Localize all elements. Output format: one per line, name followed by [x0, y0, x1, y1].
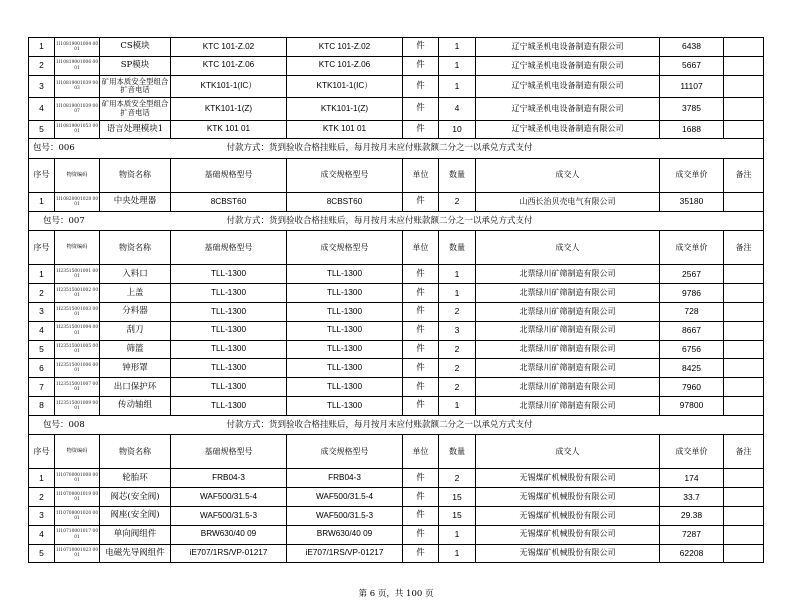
cell-vendor: 北票绿川矿筛制造有限公司 — [476, 265, 660, 284]
cell-qty: 2 — [439, 359, 476, 378]
cell-price: 33.7 — [660, 488, 724, 507]
cell-name: 阀座(安全阀) — [100, 506, 171, 525]
cell-remark — [724, 265, 764, 284]
cell-remark — [724, 469, 764, 488]
cell-deal-spec: TLL-1300 — [287, 284, 403, 303]
header-base-spec: 基础规格型号 — [171, 231, 287, 265]
cell-base-spec: iE707/1RS/VP-01217 — [171, 544, 287, 563]
cell-vendor: 无锡煤矿机械股份有限公司 — [476, 525, 660, 544]
cell-deal-spec: FRB04-3 — [287, 469, 403, 488]
header-price: 成交单价 — [660, 231, 724, 265]
header-name: 物资名称 — [100, 435, 171, 469]
cell-code: 1I23515001001 0001 — [55, 265, 100, 284]
table-row — [29, 120, 764, 139]
cell-base-spec: WAF500/31.5-3 — [171, 506, 287, 525]
cell-deal-spec: TLL-1300 — [287, 359, 403, 378]
header-code: 物资编码 — [55, 231, 100, 265]
cell-code: 1I10819001006 0001 — [55, 56, 100, 75]
cell-deal-spec: TLL-1300 — [287, 396, 403, 415]
cell-seq: 3 — [29, 302, 55, 321]
cell-vendor: 北票绿川矿筛制造有限公司 — [476, 302, 660, 321]
cell-code: 1I23515001006 0001 — [55, 359, 100, 378]
table-row — [29, 302, 764, 321]
cell-unit: 件 — [403, 302, 439, 321]
package-row — [29, 415, 764, 435]
cell-code: 1I10820001028 0001 — [55, 192, 100, 211]
cell-name: 矿用本质安全型组合扩音电话 — [100, 98, 171, 121]
cell-remark — [724, 378, 764, 397]
cell-name: 出口保护环 — [100, 378, 171, 397]
table-row — [29, 56, 764, 75]
cell-base-spec: FRB04-3 — [171, 469, 287, 488]
header-seq: 序号 — [29, 231, 55, 265]
cell-qty: 1 — [439, 396, 476, 415]
cell-seq: 1 — [29, 38, 55, 57]
cell-qty: 2 — [439, 378, 476, 397]
payment-terms: 付款方式：货到验收合格挂账后，每月按月末应付账款额二分之一以承兑方式支付 — [100, 211, 764, 231]
cell-base-spec: BRW630/40 09 — [171, 525, 287, 544]
cell-name: 刮刀 — [100, 321, 171, 340]
cell-base-spec: TLL-1300 — [171, 302, 287, 321]
header-vendor: 成交人 — [476, 231, 660, 265]
cell-qty: 2 — [439, 469, 476, 488]
cell-vendor: 北票绿川矿筛制造有限公司 — [476, 378, 660, 397]
procurement-sheet — [28, 37, 764, 563]
cell-base-spec: TLL-1300 — [171, 378, 287, 397]
cell-price: 728 — [660, 302, 724, 321]
cell-remark — [724, 321, 764, 340]
cell-code: 1I23515001004 0001 — [55, 321, 100, 340]
cell-vendor: 北票绿川矿筛制造有限公司 — [476, 359, 660, 378]
cell-vendor: 无锡煤矿机械股份有限公司 — [476, 469, 660, 488]
cell-code: 1I10700001008 0001 — [55, 469, 100, 488]
cell-qty: 1 — [439, 56, 476, 75]
cell-vendor: 北票绿川矿筛制造有限公司 — [476, 284, 660, 303]
cell-seq: 3 — [29, 506, 55, 525]
cell-name: 中央处理器 — [100, 192, 171, 211]
cell-vendor: 无锡煤矿机械股份有限公司 — [476, 544, 660, 563]
cell-qty: 1 — [439, 38, 476, 57]
cell-price: 5667 — [660, 56, 724, 75]
header-qty: 数量 — [439, 435, 476, 469]
cell-price: 174 — [660, 469, 724, 488]
cell-remark — [724, 302, 764, 321]
table-row — [29, 396, 764, 415]
header-row — [29, 231, 764, 265]
cell-name: 阀芯(安全阀) — [100, 488, 171, 507]
cell-code: 1I23515001005 0001 — [55, 340, 100, 359]
cell-seq: 4 — [29, 98, 55, 121]
cell-name: 上盖 — [100, 284, 171, 303]
cell-price: 7960 — [660, 378, 724, 397]
cell-price: 6756 — [660, 340, 724, 359]
cell-qty: 2 — [439, 340, 476, 359]
cell-unit: 件 — [403, 192, 439, 211]
cell-deal-spec: WAF500/31.5-3 — [287, 506, 403, 525]
header-vendor: 成交人 — [476, 158, 660, 192]
award-table — [28, 37, 764, 563]
cell-remark — [724, 525, 764, 544]
cell-deal-spec: TLL-1300 — [287, 340, 403, 359]
cell-code: 1I10710001023 0001 — [55, 544, 100, 563]
cell-unit: 件 — [403, 506, 439, 525]
table-row — [29, 265, 764, 284]
cell-base-spec: 8CBST60 — [171, 192, 287, 211]
cell-seq: 2 — [29, 488, 55, 507]
cell-base-spec: KTK101-1(IC） — [171, 75, 287, 98]
cell-qty: 1 — [439, 525, 476, 544]
cell-name: 单向阀组件 — [100, 525, 171, 544]
cell-base-spec: TLL-1300 — [171, 340, 287, 359]
header-price: 成交单价 — [660, 158, 724, 192]
cell-qty: 10 — [439, 120, 476, 139]
cell-code: 1I10708001019 0001 — [55, 488, 100, 507]
cell-deal-spec: TLL-1300 — [287, 302, 403, 321]
cell-code: 1I10819001053 0001 — [55, 120, 100, 139]
cell-base-spec: TLL-1300 — [171, 265, 287, 284]
table-row — [29, 506, 764, 525]
table-row — [29, 192, 764, 211]
table-row — [29, 98, 764, 121]
cell-base-spec: KTK101-1(Z) — [171, 98, 287, 121]
cell-name: 矿用本质安全型组合扩音电话 — [100, 75, 171, 98]
cell-unit: 件 — [403, 284, 439, 303]
header-remark: 备注 — [724, 158, 764, 192]
cell-unit: 件 — [403, 396, 439, 415]
cell-code: 1I23515001007 0001 — [55, 378, 100, 397]
cell-name: 分料器 — [100, 302, 171, 321]
cell-price: 3785 — [660, 98, 724, 121]
header-row — [29, 435, 764, 469]
cell-vendor: 辽宁城圣机电设备制造有限公司 — [476, 38, 660, 57]
cell-base-spec: KTC 101-Z.06 — [171, 56, 287, 75]
cell-unit: 件 — [403, 98, 439, 121]
header-row — [29, 158, 764, 192]
header-price: 成交单价 — [660, 435, 724, 469]
cell-qty: 2 — [439, 302, 476, 321]
cell-deal-spec: TLL-1300 — [287, 265, 403, 284]
cell-name: 筛篮 — [100, 340, 171, 359]
header-code: 物资编码 — [55, 158, 100, 192]
header-qty: 数量 — [439, 158, 476, 192]
cell-remark — [724, 544, 764, 563]
cell-deal-spec: TLL-1300 — [287, 378, 403, 397]
cell-base-spec: KTK 101 01 — [171, 120, 287, 139]
header-unit: 单位 — [403, 158, 439, 192]
cell-unit: 件 — [403, 525, 439, 544]
cell-base-spec: WAF500/31.5-4 — [171, 488, 287, 507]
cell-vendor: 北票绿川矿筛制造有限公司 — [476, 396, 660, 415]
cell-name: 传动轴组 — [100, 396, 171, 415]
header-qty: 数量 — [439, 231, 476, 265]
cell-seq: 2 — [29, 284, 55, 303]
cell-vendor: 辽宁城圣机电设备制造有限公司 — [476, 120, 660, 139]
cell-remark — [724, 506, 764, 525]
cell-unit: 件 — [403, 488, 439, 507]
cell-unit: 件 — [403, 38, 439, 57]
cell-unit: 件 — [403, 378, 439, 397]
cell-qty: 15 — [439, 506, 476, 525]
cell-price: 7287 — [660, 525, 724, 544]
cell-unit: 件 — [403, 120, 439, 139]
header-deal-spec: 成交规格型号 — [287, 435, 403, 469]
table-row — [29, 321, 764, 340]
header-name: 物资名称 — [100, 231, 171, 265]
cell-base-spec: TLL-1300 — [171, 284, 287, 303]
table-row — [29, 38, 764, 57]
cell-deal-spec: iE707/1RS/VP-01217 — [287, 544, 403, 563]
header-vendor: 成交人 — [476, 435, 660, 469]
cell-qty: 15 — [439, 488, 476, 507]
cell-qty: 1 — [439, 265, 476, 284]
cell-base-spec: TLL-1300 — [171, 359, 287, 378]
cell-seq: 4 — [29, 321, 55, 340]
cell-unit: 件 — [403, 321, 439, 340]
cell-price: 8425 — [660, 359, 724, 378]
header-remark: 备注 — [724, 231, 764, 265]
cell-qty: 2 — [439, 192, 476, 211]
cell-unit: 件 — [403, 56, 439, 75]
cell-code: 1I23515001002 0001 — [55, 284, 100, 303]
cell-qty: 3 — [439, 321, 476, 340]
cell-code: 1I23515001003 0001 — [55, 302, 100, 321]
cell-vendor: 无锡煤矿机械股份有限公司 — [476, 506, 660, 525]
cell-unit: 件 — [403, 359, 439, 378]
cell-price: 6438 — [660, 38, 724, 57]
cell-name: CS模块 — [100, 38, 171, 57]
table-row — [29, 75, 764, 98]
cell-code: 1I10819001039 0003 — [55, 75, 100, 98]
cell-deal-spec: KTK101-1(IC） — [287, 75, 403, 98]
cell-name: 轮胎环 — [100, 469, 171, 488]
table-row — [29, 525, 764, 544]
cell-seq: 8 — [29, 396, 55, 415]
cell-qty: 4 — [439, 98, 476, 121]
table-row — [29, 284, 764, 303]
cell-remark — [724, 284, 764, 303]
cell-unit: 件 — [403, 265, 439, 284]
cell-deal-spec: KTC 101-Z.06 — [287, 56, 403, 75]
cell-vendor: 辽宁城圣机电设备制造有限公司 — [476, 75, 660, 98]
cell-price: 9786 — [660, 284, 724, 303]
table-row — [29, 340, 764, 359]
cell-seq: 4 — [29, 525, 55, 544]
cell-seq: 1 — [29, 469, 55, 488]
cell-code: 1I10819001039 0007 — [55, 98, 100, 121]
table-row — [29, 544, 764, 563]
table-row — [29, 378, 764, 397]
cell-code: 1I10708001020 0001 — [55, 506, 100, 525]
cell-code: 1I10710001017 0001 — [55, 525, 100, 544]
package-label: 包号：007 — [29, 211, 100, 231]
cell-code: 1I10819001004 0001 — [55, 38, 100, 57]
cell-name: 钟形罩 — [100, 359, 171, 378]
cell-remark — [724, 120, 764, 139]
package-row — [29, 139, 764, 159]
cell-vendor: 北票绿川矿筛制造有限公司 — [476, 321, 660, 340]
header-base-spec: 基础规格型号 — [171, 158, 287, 192]
cell-remark — [724, 192, 764, 211]
cell-name: 入料口 — [100, 265, 171, 284]
cell-seq: 1 — [29, 192, 55, 211]
cell-base-spec: TLL-1300 — [171, 396, 287, 415]
cell-seq: 5 — [29, 544, 55, 563]
cell-name: 语言处理模块1 — [100, 120, 171, 139]
cell-price: 8667 — [660, 321, 724, 340]
cell-price: 97800 — [660, 396, 724, 415]
cell-name: SP模块 — [100, 56, 171, 75]
cell-vendor: 北票绿川矿筛制造有限公司 — [476, 340, 660, 359]
cell-unit: 件 — [403, 75, 439, 98]
cell-seq: 5 — [29, 120, 55, 139]
cell-qty: 1 — [439, 544, 476, 563]
cell-seq: 6 — [29, 359, 55, 378]
page-footer: 第 6 页，共 100 页 — [358, 589, 434, 599]
cell-remark — [724, 340, 764, 359]
cell-seq: 7 — [29, 378, 55, 397]
header-base-spec: 基础规格型号 — [171, 435, 287, 469]
cell-deal-spec: KTC 101-Z.02 — [287, 38, 403, 57]
cell-unit: 件 — [403, 544, 439, 563]
cell-seq: 5 — [29, 340, 55, 359]
cell-price: 11107 — [660, 75, 724, 98]
cell-price: 29.38 — [660, 506, 724, 525]
cell-deal-spec: WAF500/31.5-4 — [287, 488, 403, 507]
cell-seq: 3 — [29, 75, 55, 98]
table-row — [29, 488, 764, 507]
cell-qty: 1 — [439, 75, 476, 98]
cell-base-spec: KTC 101-Z.02 — [171, 38, 287, 57]
table-body — [29, 38, 764, 563]
payment-terms: 付款方式：货到验收合格挂账后，每月按月末应付账款额二分之一以承兑方式支付 — [100, 139, 764, 159]
cell-remark — [724, 38, 764, 57]
header-deal-spec: 成交规格型号 — [287, 231, 403, 265]
cell-remark — [724, 56, 764, 75]
cell-deal-spec: BRW630/40 09 — [287, 525, 403, 544]
cell-vendor: 无锡煤矿机械股份有限公司 — [476, 488, 660, 507]
cell-seq: 1 — [29, 265, 55, 284]
cell-remark — [724, 488, 764, 507]
cell-base-spec: TLL-1300 — [171, 321, 287, 340]
payment-terms: 付款方式：货到验收合格挂账后，每月按月末应付账款额二分之一以承兑方式支付 — [100, 415, 764, 435]
header-code: 物资编码 — [55, 435, 100, 469]
cell-price: 35180 — [660, 192, 724, 211]
header-name: 物资名称 — [100, 158, 171, 192]
cell-vendor: 山西长治贝壳电气有限公司 — [476, 192, 660, 211]
header-unit: 单位 — [403, 435, 439, 469]
cell-unit: 件 — [403, 340, 439, 359]
cell-code: 1I23515001009 0001 — [55, 396, 100, 415]
cell-remark — [724, 359, 764, 378]
header-remark: 备注 — [724, 435, 764, 469]
cell-seq: 2 — [29, 56, 55, 75]
package-row — [29, 211, 764, 231]
cell-price: 62208 — [660, 544, 724, 563]
cell-price: 2567 — [660, 265, 724, 284]
cell-remark — [724, 396, 764, 415]
cell-vendor: 辽宁城圣机电设备制造有限公司 — [476, 98, 660, 121]
table-row — [29, 469, 764, 488]
header-deal-spec: 成交规格型号 — [287, 158, 403, 192]
cell-unit: 件 — [403, 469, 439, 488]
table-row — [29, 359, 764, 378]
cell-price: 1688 — [660, 120, 724, 139]
cell-remark — [724, 98, 764, 121]
header-unit: 单位 — [403, 231, 439, 265]
package-label: 包号：008 — [29, 415, 100, 435]
cell-deal-spec: KTK101-1(Z) — [287, 98, 403, 121]
cell-deal-spec: TLL-1300 — [287, 321, 403, 340]
cell-name: 电磁先导阀组件 — [100, 544, 171, 563]
header-seq: 序号 — [29, 158, 55, 192]
package-label: 包号：006 — [29, 139, 100, 159]
cell-vendor: 辽宁城圣机电设备制造有限公司 — [476, 56, 660, 75]
cell-remark — [724, 75, 764, 98]
cell-qty: 1 — [439, 284, 476, 303]
cell-deal-spec: 8CBST60 — [287, 192, 403, 211]
cell-deal-spec: KTK 101 01 — [287, 120, 403, 139]
header-seq: 序号 — [29, 435, 55, 469]
